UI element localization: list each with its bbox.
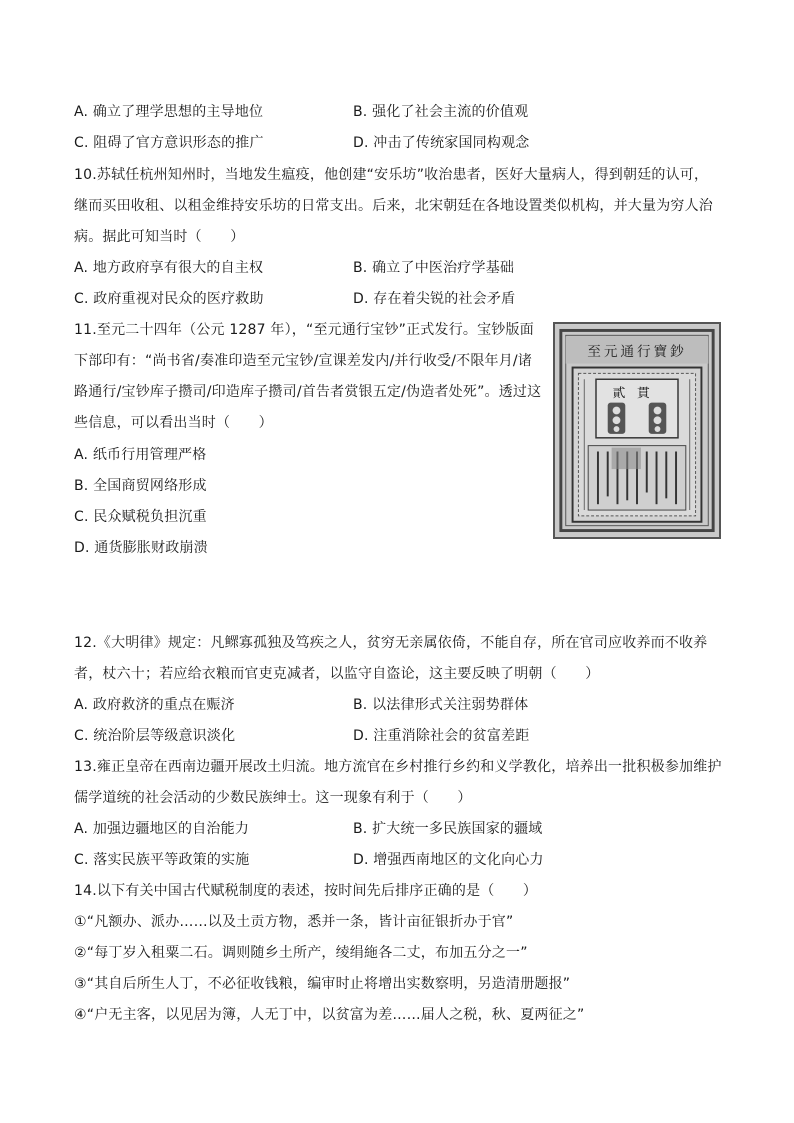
q9-option-b: B. 强化了社会主流的价值观 [353,104,529,120]
q10-option-a: A. 地方政府享有很大的自主权 [74,260,264,276]
q11-stem-line-3: 路通行/宝钞库子攒司/印造库子攒司/首告者赏银五定/伪造者处死”。透过这 [74,384,542,400]
q10-option-c: C. 政府重视对民众的医疗救助 [74,291,264,307]
q13-option-a: A. 加强边疆地区的自治能力 [74,821,250,837]
q12-option-d: D. 注重消除社会的贫富差距 [353,728,530,744]
q14-item-4: ④“户无主客，以见居为簿，人无丁中，以贫富为差……届人之税，秋、夏两征之” [74,1007,585,1023]
q11-stem-line-4: 些信息，可以看出当时（ ） [74,415,273,431]
q14-stem: 14.以下有关中国古代赋税制度的表述，按时间先后排序正确的是（ ） [74,883,538,899]
q10-option-d: D. 存在着尖锐的社会矛盾 [353,291,516,307]
q14-item-2: ②“每丁岁入租粟二石。调则随乡土所产，绫绢絁各二丈，布加五分之一” [74,945,528,961]
q13-option-c: C. 落实民族平等政策的实施 [74,852,250,868]
q9-option-d: D. 冲击了传统家国同构观念 [353,135,530,151]
q10-stem-line-1: 10.苏轼任杭州知州时，当地发生瘟疫，他创建“安乐坊”收治患者，医好大量病人，得到朝廷的认可， [74,167,709,183]
q13-option-b: B. 扩大统一多民族国家的疆域 [353,821,543,837]
q11-stem-line-2: 下部印有：“尚书省/奏准印造至元宝钞/宣课差发内/并行收受/不限年月/诸 [74,353,533,369]
q9-option-a: A. 确立了理学思想的主导地位 [74,104,264,120]
q12-option-b: B. 以法律形式关注弱势群体 [353,697,529,713]
q11-option-d: D. 通货膨胀财政崩溃 [74,540,208,556]
q12-option-a: A. 政府救济的重点在赈济 [74,697,235,713]
banknote-title: 至元通行寶鈔 [587,343,687,360]
banknote-value: 貳貫 [612,384,662,400]
q12-stem-line-1: 12.《大明律》规定：凡鳏寡孤独及笃疾之人，贫穷无亲属依倚，不能自存，所在官司应收养而不收养 [74,635,708,651]
q14-item-3: ③“其自后所生人丁，不必征收钱粮，编审时止将增出实数察明，另造清册题报” [74,976,571,992]
q10-option-b: B. 确立了中医治疗学基础 [353,260,515,276]
q10-stem-line-3: 病。据此可知当时（ ） [74,229,245,245]
q12-option-c: C. 统治阶层等级意识淡化 [74,728,236,744]
q12-stem-line-2: 者，杖六十；若应给衣粮而官吏克减者，以监守自盗论，这主要反映了明朝（ ） [74,666,600,682]
q13-stem-line-1: 13.雍正皇帝在西南边疆开展改土归流。地方流官在乡村推行乡约和义学教化，培养出一批积极参加维护 [74,759,722,775]
q11-stem-line-1: 11.至元二十四年（公元 1287 年），“至元通行宝钞”正式发行。宝钞版面 [74,322,534,338]
q11-option-b: B. 全国商贸网络形成 [74,478,207,494]
yuan-banknote-image [553,322,721,539]
q14-item-1: ①“凡额办、派办……以及土贡方物，悉并一条，皆计亩征银折办于官” [74,914,514,930]
q9-option-c: C. 阻碍了官方意识形态的推广 [74,135,264,151]
q13-option-d: D. 增强西南地区的文化向心力 [353,852,544,868]
q13-stem-line-2: 儒学道统的社会活动的少数民族绅士。这一现象有利于（ ） [74,790,472,806]
q10-stem-line-2: 继而买田收租、以租金维持安乐坊的日常支出。后来，北宋朝廷在各地设置类似机构，并大量为穷人治 [74,198,713,214]
q11-option-a: A. 纸币行用管理严格 [74,447,207,463]
q11-option-c: C. 民众赋税负担沉重 [74,509,207,525]
